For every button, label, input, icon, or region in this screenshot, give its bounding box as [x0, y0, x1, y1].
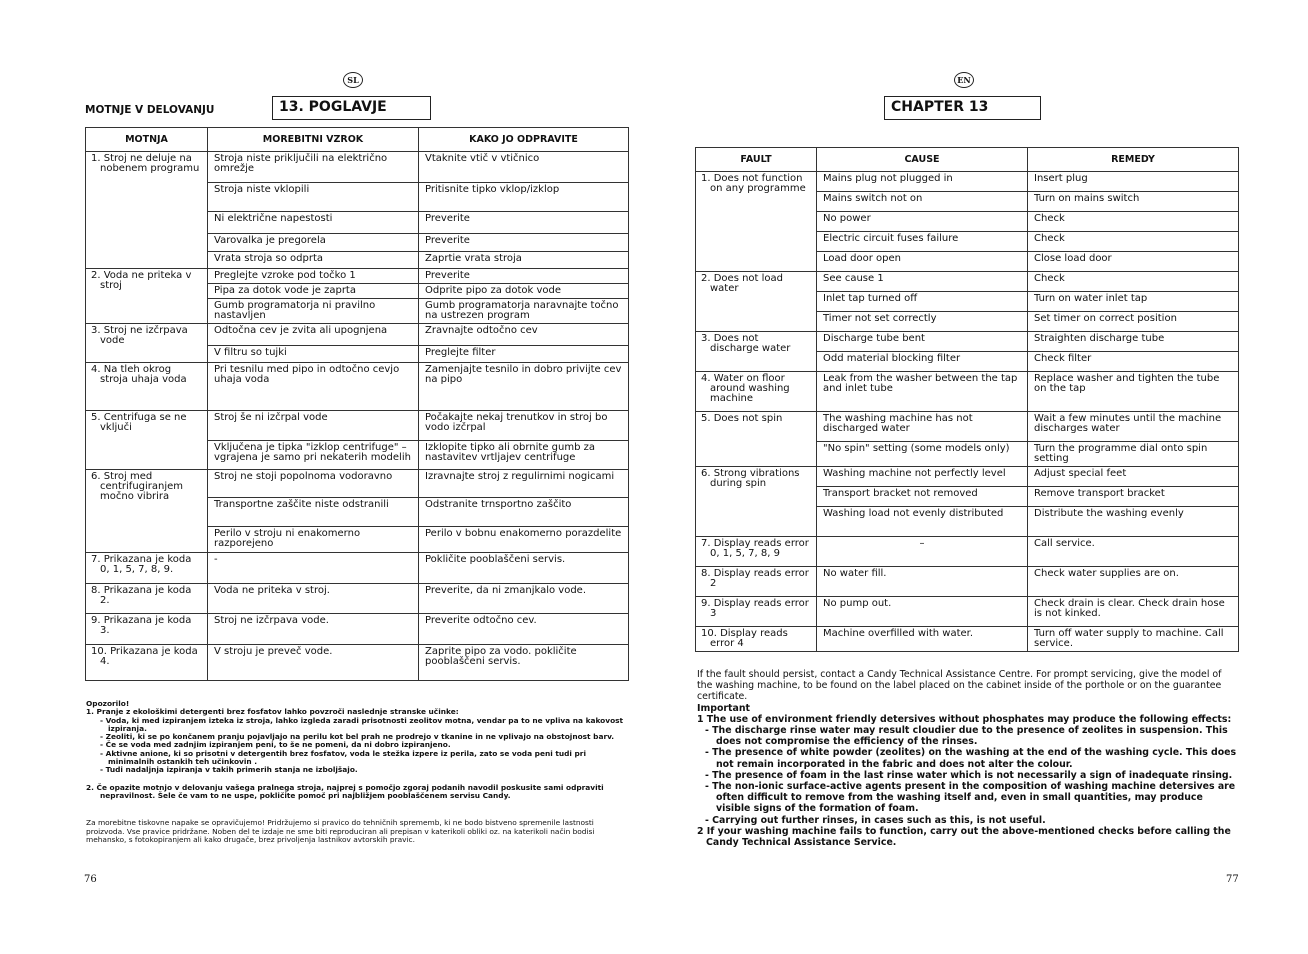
cause-cell: V filtru so tujki — [208, 346, 419, 363]
table-row — [696, 332, 1239, 352]
cause-cell: Load door open — [817, 252, 1028, 272]
cause-cell: Odtočna cev je zvita ali upognjena — [208, 324, 419, 346]
table-row — [696, 272, 1239, 292]
important-notes-en — [697, 669, 1239, 848]
table-row — [696, 412, 1239, 442]
cause-cell: Preglejte vzroke pod točko 1 — [208, 269, 419, 284]
remedy-cell: Wait a few minutes until the machine discharges water — [1028, 412, 1239, 442]
notes-paragraph: 2 If your washing machine fails to function, carry out the above-mentioned checks before calling the Candy Technical Assistance Service. — [697, 825, 1231, 849]
table-row — [696, 172, 1239, 192]
cause-cell: Inlet tap turned off — [817, 292, 1028, 312]
table-row — [86, 363, 629, 411]
notes-heading: Opozorilo! — [86, 699, 130, 708]
notes-item: - The discharge rinse water may result cloudier due to the presence of zeolites in suspension. This does not compromise the efficiency of the rinses. — [705, 725, 1228, 748]
column-header: FAULT — [696, 148, 817, 172]
cause-cell: Vključena je tipka "izklop centrifuge" – vgrajena je samo pri nekaterih modelih — [208, 441, 419, 470]
cause-cell: Pipa za dotok vode je zaprta — [208, 284, 419, 299]
remedy-cell: Remove transport bracket — [1028, 487, 1239, 507]
remedy-cell: Turn off water supply to machine. Call service. — [1028, 627, 1239, 652]
column-header: KAKO JO ODPRAVITE — [419, 128, 629, 152]
notes-paragraph: 2. Če opazite motnjo v delovanju vašega pralnega stroja, najprej s pomočjo zgoraj podanih navodil poskusite sami odpraviti nepravilnost. Šele če vam to ne uspe, pokličite pomoč pri najbližjem pooblaščenem servisu Candy. — [86, 782, 604, 800]
notes-heading: Important — [697, 702, 750, 714]
remedy-cell: Turn on water inlet tap — [1028, 292, 1239, 312]
remedy-cell: Check — [1028, 232, 1239, 252]
cause-cell: Stroja niste vklopili — [208, 183, 419, 212]
cause-cell: Perilo v stroju ni enakomerno razporejeno — [208, 527, 419, 553]
warning-notes-sl — [86, 700, 626, 800]
fault-cell: 9. Display reads error 3 — [696, 597, 817, 627]
remedy-cell: Call service. — [1028, 537, 1239, 567]
fault-cell: 2. Voda ne priteka v stroj — [86, 269, 208, 324]
cause-cell: See cause 1 — [817, 272, 1028, 292]
troubleshooting-table-sl — [85, 127, 629, 681]
remedy-cell: Check — [1028, 212, 1239, 232]
page-number: 76 — [84, 874, 97, 885]
cause-cell: No power — [817, 212, 1028, 232]
column-header: MOTNJA — [86, 128, 208, 152]
cause-cell: Vrata stroja so odprta — [208, 252, 419, 269]
remedy-cell: Check water supplies are on. — [1028, 567, 1239, 597]
fault-cell: 8. Display reads error 2 — [696, 567, 817, 597]
column-header: REMEDY — [1028, 148, 1239, 172]
remedy-cell: Zamenjajte tesnilo in dobro privijte cev na pipo — [419, 363, 629, 411]
fault-cell: 1. Does not function on any programme — [696, 172, 817, 272]
remedy-cell: Turn on mains switch — [1028, 192, 1239, 212]
notes-paragraph: 1. Pranje z ekološkimi detergenti brez fosfatov lahko povzroči naslednje stranske učinke: — [86, 707, 459, 717]
remedy-cell: Zravnajte odtočno cev — [419, 324, 629, 346]
notes-item: - Če se voda med zadnjim izpiranjem peni, to še ne pomeni, da ni dobro izpiranjeno. — [100, 740, 451, 750]
cause-cell: No pump out. — [817, 597, 1028, 627]
copyright-footer: Za morebitne tiskovne napake se opravičujemo! Pridržujemo si pravico do tehničnih sprememb, ki ne bodo bistveno spremenile lastnosti proizvoda. Vse pravice pridržane. Noben del te izdaje ne sme biti reproduciran ali prepisan v katerikoli obliki oz. na katerikoli način bodisi mehansko, s fotokopiranjem ali kako drugače, brez privoljenja lastnikov avtorskih pravic. — [86, 818, 595, 845]
cause-cell: V stroju je preveč vode. — [208, 645, 419, 681]
cause-cell: Transportne zaščite niste odstranili — [208, 498, 419, 527]
remedy-cell: Replace washer and tighten the tube on the tap — [1028, 372, 1239, 412]
fault-cell: 7. Prikazana je koda 0, 1, 5, 7, 8, 9. — [86, 553, 208, 584]
notes-item: - Carrying out further rinses, in cases such as this, is not useful. — [705, 814, 1046, 826]
remedy-cell: Perilo v bobnu enakomerno porazdelite — [419, 527, 629, 553]
fault-cell: 4. Water on floor around washing machine — [696, 372, 817, 412]
fault-cell: 7. Display reads error 0, 1, 5, 7, 8, 9 — [696, 537, 817, 567]
cause-cell: Timer not set correctly — [817, 312, 1028, 332]
cause-cell: Leak from the washer between the tap and inlet tube — [817, 372, 1028, 412]
cause-cell: Transport bracket not removed — [817, 487, 1028, 507]
chapter-title-en: CHAPTER 13 — [884, 96, 1041, 120]
cause-cell: Mains switch not on — [817, 192, 1028, 212]
fault-cell: 4. Na tleh okrog stroja uhaja voda — [86, 363, 208, 411]
remedy-cell: Adjust special feet — [1028, 467, 1239, 487]
table-row — [86, 324, 629, 346]
chapter-title-sl: 13. POGLAVJE — [272, 96, 431, 120]
table-row — [696, 597, 1239, 627]
column-header: MOREBITNI VZROK — [208, 128, 419, 152]
remedy-cell: Distribute the washing evenly — [1028, 507, 1239, 537]
table-row — [696, 627, 1239, 652]
cause-cell: Odd material blocking filter — [817, 352, 1028, 372]
cause-cell: Washing load not evenly distributed — [817, 507, 1028, 537]
remedy-cell: Preverite, da ni zmanjkalo vode. — [419, 584, 629, 614]
notes-item: - Aktivne anione, ki so prisotni v detergentih brez fosfatov, voda le stežka izpere iz perila, zato se voda peni tudi pri minimalnih ostankih teh učinkovin . — [100, 748, 586, 767]
cause-cell: - — [208, 553, 419, 584]
fault-cell: 3. Does not discharge water — [696, 332, 817, 372]
remedy-cell: Check filter — [1028, 352, 1239, 372]
remedy-cell: Zaprtie vrata stroja — [419, 252, 629, 269]
cause-cell: Stroja niste priključili na električno omrežje — [208, 152, 419, 183]
table-row — [86, 470, 629, 498]
fault-cell: 10. Prikazana je koda 4. — [86, 645, 208, 681]
remedy-cell: Check drain is clear. Check drain hose is not kinked. — [1028, 597, 1239, 627]
page-number: 77 — [1226, 874, 1239, 885]
table-row — [86, 411, 629, 441]
table-row — [696, 372, 1239, 412]
fault-cell: 6. Strong vibrations during spin — [696, 467, 817, 537]
cause-cell: Discharge tube bent — [817, 332, 1028, 352]
remedy-cell: Počakajte nekaj trenutkov in stroj bo vodo izčrpal — [419, 411, 629, 441]
table-row — [86, 584, 629, 614]
fault-cell: 8. Prikazana je koda 2. — [86, 584, 208, 614]
remedy-cell: Odstranite trnsportno zaščito — [419, 498, 629, 527]
remedy-cell: Pritisnite tipko vklop/izklop — [419, 183, 629, 212]
table-row — [696, 537, 1239, 567]
fault-cell: 6. Stroj med centrifugiranjem močno vibrira — [86, 470, 208, 553]
remedy-cell: Vtaknite vtič v vtičnico — [419, 152, 629, 183]
remedy-cell: Pokličite pooblaščeni servis. — [419, 553, 629, 584]
table-row — [696, 467, 1239, 487]
language-badge-sl: SL — [343, 72, 363, 88]
remedy-cell: Preverite — [419, 269, 629, 284]
notes-item: - Zeoliti, ki se po končanem pranju pojavljajo na perilu kot bel prah ne prodrejo v tkanine in ne vplivajo na obstojnost barv. — [100, 732, 615, 742]
section-label: MOTNJE V DELOVANJU — [85, 104, 215, 116]
remedy-cell: Check — [1028, 272, 1239, 292]
cause-cell: Electric circuit fuses failure — [817, 232, 1028, 252]
cause-cell: "No spin" setting (some models only) — [817, 442, 1028, 467]
remedy-cell: Turn the programme dial onto spin setting — [1028, 442, 1239, 467]
notes-paragraph: 1 The use of environment friendly detersives without phosphates may produce the following effects: — [697, 713, 1232, 725]
fault-cell: 9. Prikazana je koda 3. — [86, 614, 208, 645]
remedy-cell: Set timer on correct position — [1028, 312, 1239, 332]
remedy-cell: Preverite — [419, 234, 629, 252]
remedy-cell: Straighten discharge tube — [1028, 332, 1239, 352]
table-row — [86, 645, 629, 681]
cause-cell: Stroj ne izčrpava vode. — [208, 614, 419, 645]
fault-cell: 5. Does not spin — [696, 412, 817, 467]
cause-cell: Voda ne priteka v stroj. — [208, 584, 419, 614]
remedy-cell: Zaprite pipo za vodo. pokličite pooblaščeni servis. — [419, 645, 629, 681]
cause-cell: Ni električne napestosti — [208, 212, 419, 234]
language-badge-en: EN — [954, 72, 974, 88]
cause-cell: Pri tesnilu med pipo in odtočno cevjo uhaja voda — [208, 363, 419, 411]
cause-cell: Stroj še ni izčrpal vode — [208, 411, 419, 441]
table-row — [86, 614, 629, 645]
notes-item: - Voda, ki med izpiranjem izteka iz stroja, lahko izgleda zaradi prisotnosti zeolitov motna, vendar pa to ne vpliva na kakovost izpiranja. — [100, 715, 624, 733]
column-header: CAUSE — [817, 148, 1028, 172]
cause-cell: Stroj ne stoji popolnoma vodoravno — [208, 470, 419, 498]
remedy-cell: Odprite pipo za dotok vode — [419, 284, 629, 299]
cause-cell: Washing machine not perfectly level — [817, 467, 1028, 487]
remedy-cell: Gumb programatorja naravnajte točno na ustrezen program — [419, 299, 629, 324]
fault-cell: 3. Stroj ne izčrpava vode — [86, 324, 208, 363]
cause-cell: – — [817, 537, 1028, 567]
cause-cell: Varovalka je pregorela — [208, 234, 419, 252]
notes-item: - The presence of foam in the last rinse water which is not necessarily a sign of inadequate rinsing. — [705, 769, 1233, 781]
notes-item: - The non-ionic surface-active agents present in the composition of washing machine detersives are often difficult to remove from the washing itself and, even in small quantities, may produce visible signs of the formation of foam. — [705, 781, 1236, 815]
fault-cell: 2. Does not load water — [696, 272, 817, 332]
remedy-cell: Preverite odtočno cev. — [419, 614, 629, 645]
cause-cell: Machine overfilled with water. — [817, 627, 1028, 652]
remedy-cell: Close load door — [1028, 252, 1239, 272]
cause-cell: Gumb programatorja ni pravilno nastavljen — [208, 299, 419, 324]
cause-cell: The washing machine has not discharged water — [817, 412, 1028, 442]
notes-item: - The presence of white powder (zeolites) on the washing at the end of the washing cycle. This does not remain incorporated in the fabric and does not alter the colour. — [705, 747, 1237, 770]
remedy-cell: Insert plug — [1028, 172, 1239, 192]
notes-item: - Tudi nadaljnja izpiranja v takih primerih stanja ne izboljšajo. — [100, 765, 358, 775]
troubleshooting-table-en — [695, 147, 1239, 652]
cause-cell: No water fill. — [817, 567, 1028, 597]
fault-cell: 10. Display reads error 4 — [696, 627, 817, 652]
fault-cell: 5. Centrifuga se ne vključi — [86, 411, 208, 470]
cause-cell: Mains plug not plugged in — [817, 172, 1028, 192]
table-row — [696, 567, 1239, 597]
fault-cell: 1. Stroj ne deluje na nobenem programu — [86, 152, 208, 269]
notes-intro: If the fault should persist, contact a Candy Technical Assistance Centre. For prompt servicing, give the model of the washing machine, to be found on the label placed on the cabinet inside of the porthole or on the guarantee certificate. — [697, 669, 1222, 703]
table-row — [86, 553, 629, 584]
remedy-cell: Izklopite tipko ali obrnite gumb za nastavitev vrtljajev centrifuge — [419, 441, 629, 470]
remedy-cell: Preverite — [419, 212, 629, 234]
table-row — [86, 152, 629, 183]
remedy-cell: Izravnajte stroj z regulirnimi nogicami — [419, 470, 629, 498]
remedy-cell: Preglejte filter — [419, 346, 629, 363]
table-row — [86, 269, 629, 284]
